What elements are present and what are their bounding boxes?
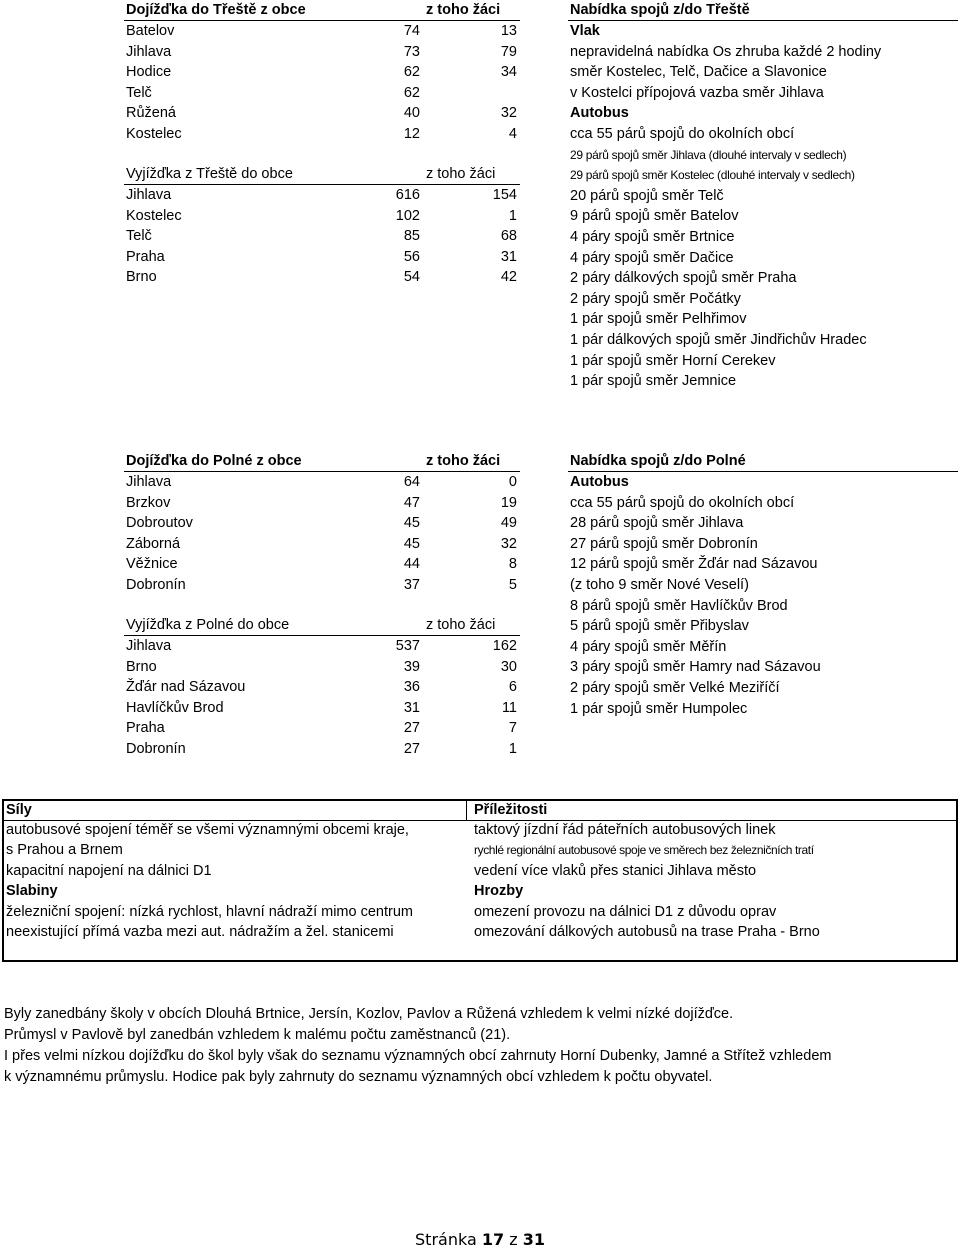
cell-name: Žďár nad Sázavou: [126, 679, 246, 696]
cell-total: 64: [403, 474, 420, 490]
cell-name: Brno: [126, 658, 157, 675]
cell-name: Dobronín: [126, 577, 186, 593]
service-line: 1 pár spojů směr Pelhřimov: [570, 311, 747, 328]
service-line: cca 55 párů spojů do okolních obcí: [570, 494, 795, 511]
cell-name: Brno: [126, 269, 157, 286]
table-row: [0, 247, 960, 267]
cell-pupils: 42: [500, 269, 517, 286]
service-line: 2 páry spojů směr Velké Meziříčí: [570, 680, 780, 696]
service-line: 4 páry spojů směr Dačice: [570, 249, 734, 266]
footer-prefix: Stránka: [415, 1230, 477, 1249]
cell-pupils: 8: [508, 556, 517, 573]
cell-total: 36: [403, 679, 420, 696]
cell-total: 54: [403, 269, 420, 286]
polna-commute-out-sub: z toho žáci: [426, 617, 496, 633]
service-line: 8 párů spojů směr Havlíčkův Brod: [570, 597, 788, 614]
cell-pupils: 30: [500, 658, 517, 675]
table-row: [0, 575, 960, 595]
trest-commute-in-header: [0, 0, 960, 20]
service-line: 4 páry spojů směr Brtnice: [570, 229, 735, 245]
swot-strength-line: s Prahou a Brnem: [6, 842, 123, 858]
cell-pupils: 0: [508, 474, 517, 490]
trest-services-title: Nabídka spojů z/do Třeště: [570, 2, 750, 18]
service-line: 12 párů spojů směr Žďár nad Sázavou: [570, 556, 818, 573]
cell-total: 44: [403, 556, 420, 573]
cell-pupils: 68: [500, 228, 517, 245]
cell-name: Batelov: [126, 23, 175, 39]
swot-weaknesses-title: Slabiny: [6, 883, 58, 899]
divider: [466, 799, 467, 821]
cell-total: 27: [403, 720, 420, 737]
swot-opportunity-line: rychlé regionální autobusové spoje ve směrech bez železničních tratí: [474, 843, 814, 857]
cell-total: 616: [395, 187, 420, 203]
table-row: [0, 698, 960, 718]
trest-commute-in-sub: z toho žáci: [426, 2, 501, 18]
cell-pupils: 5: [508, 577, 517, 593]
cell-total: 62: [403, 84, 420, 101]
service-line: 9 párů spojů směr Batelov: [570, 208, 739, 225]
table-row: [0, 472, 960, 492]
cell-pupils: 34: [500, 64, 517, 81]
swot-strength-line: autobusové spojení téměř se všemi významnými obcemi kraje,: [6, 822, 409, 838]
service-line: nepravidelná nabídka Os zhruba každé 2 hodiny: [570, 43, 882, 60]
table-row: [0, 103, 960, 123]
swot-threat-line: omezení provozu na dálnici D1 z důvodu oprav: [474, 904, 777, 920]
cell-name: Hodice: [126, 64, 172, 81]
service-line: 1 pár spojů směr Humpolec: [570, 700, 748, 717]
cell-name: Záborná: [126, 535, 181, 552]
cell-pupils: 49: [500, 515, 517, 532]
table-row: [0, 267, 960, 287]
cell-pupils: 13: [500, 23, 517, 39]
footer-page-total: 31: [522, 1230, 545, 1249]
cell-pupils: 7: [508, 720, 517, 737]
table-row: [0, 206, 960, 226]
cell-total: 47: [403, 494, 420, 511]
table-row: [0, 513, 960, 533]
cell-name: Telč: [126, 228, 152, 245]
cell-name: Praha: [126, 720, 165, 737]
cell-total: 73: [403, 43, 420, 60]
cell-pupils: 32: [500, 105, 517, 122]
service-line: 29 párů spojů směr Kostelec (dlouhé intervaly v sedlech): [570, 168, 855, 183]
table-row: [0, 21, 960, 41]
cell-name: Praha: [126, 248, 165, 265]
polna-commute-in-header: [0, 451, 960, 471]
table-row: [0, 718, 960, 738]
table-row: [0, 677, 960, 697]
note-paragraph: k významnému průmyslu. Hodice pak byly zahrnuty do seznamu významných obcí vzhledem k počtu obyvatel.: [4, 1069, 713, 1085]
cell-total: 102: [395, 207, 420, 224]
cell-name: Růžená: [126, 105, 176, 122]
cell-pupils: 11: [501, 699, 517, 716]
polna-services-title: Nabídka spojů z/do Polné: [570, 453, 746, 469]
cell-pupils: 31: [500, 248, 517, 265]
service-line: 1 pár spojů směr Jemnice: [570, 373, 737, 390]
table-row: [0, 493, 960, 513]
cell-total: 85: [403, 228, 420, 245]
footer-page-number: 17: [481, 1230, 505, 1249]
cell-name: Jihlava: [126, 474, 172, 490]
cell-name: Jihlava: [126, 43, 172, 60]
swot-opportunity-line: taktový jízdní řád páteřních autobusových linek: [474, 822, 776, 838]
service-group-title: Autobus: [570, 474, 629, 490]
service-line: 2 páry dálkových spojů směr Praha: [570, 270, 797, 287]
cell-name: Dobronín: [126, 741, 186, 757]
cell-name: Telč: [126, 84, 152, 101]
cell-pupils: 1: [508, 741, 517, 757]
swot-weakness-line: železniční spojení: nízká rychlost, hlavní nádraží mimo centrum: [6, 904, 413, 920]
cell-name: Jihlava: [126, 638, 172, 654]
cell-total: 27: [403, 741, 420, 757]
service-line: 5 párů spojů směr Přibyslav: [570, 618, 749, 635]
service-line: 2 páry spojů směr Počátky: [570, 290, 741, 307]
note-paragraph: Byly zanedbány školy v obcích Dlouhá Brtnice, Jersín, Kozlov, Pavlov a Růžená vzhledem k velmi nízké dojížďce.: [4, 1006, 734, 1022]
cell-name: Jihlava: [126, 187, 172, 203]
cell-name: Havlíčkův Brod: [126, 699, 224, 716]
cell-name: Věžnice: [126, 556, 178, 573]
service-line: 1 pár dálkových spojů směr Jindřichův Hradec: [570, 332, 867, 348]
swot-opportunities-title: Příležitosti: [474, 802, 548, 818]
cell-name: Kostelec: [126, 207, 182, 224]
service-line: v Kostelci přípojová vazba směr Jihlava: [570, 84, 824, 101]
cell-pupils: 154: [492, 187, 517, 203]
service-line: 3 páry spojů směr Hamry nad Sázavou: [570, 659, 821, 676]
service-line: 29 párů spojů směr Jihlava (dlouhé intervaly v sedlech): [570, 147, 847, 162]
service-line: 4 páry spojů směr Měřín: [570, 638, 727, 655]
cell-total: 12: [403, 126, 420, 142]
cell-pupils: 162: [492, 638, 517, 654]
cell-total: 40: [403, 105, 420, 122]
polna-commute-out-header: [0, 615, 960, 635]
cell-total: 537: [395, 638, 420, 654]
swot-strengths-title: Síly: [6, 802, 32, 818]
note-paragraph: Průmysl v Pavlově byl zanedbán vzhledem k malému počtu zaměstnanců (21).: [4, 1027, 511, 1043]
table-row: [0, 636, 960, 656]
polna-commute-in-title: Dojížďka do Polné z obce: [126, 453, 302, 469]
table-row: [0, 534, 960, 554]
service-line: (z toho 9 směr Nové Veselí): [570, 577, 749, 593]
table-row: [0, 226, 960, 246]
cell-pupils: 79: [500, 43, 517, 60]
cell-pupils: 6: [508, 679, 517, 696]
cell-pupils: 19: [500, 494, 517, 511]
cell-total: 45: [403, 515, 420, 532]
trest-commute-in-title: Dojížďka do Třeště z obce: [126, 2, 306, 18]
note-paragraph: I přes velmi nízkou dojížďku do škol byly však do seznamu významných obcí zahrnuty Horní Dubenky, Jamné a Střítež vzhledem: [4, 1048, 832, 1064]
trest-commute-out-sub: z toho žáci: [426, 166, 496, 182]
cell-total: 37: [403, 577, 420, 593]
table-row: [0, 124, 960, 144]
cell-total: 74: [403, 23, 420, 39]
service-line: 27 párů spojů směr Dobronín: [570, 535, 758, 552]
service-group-title: Vlak: [570, 23, 600, 39]
cell-name: Kostelec: [126, 126, 182, 142]
cell-total: 39: [403, 658, 420, 675]
cell-total: 56: [403, 248, 420, 265]
cell-total: 31: [403, 699, 420, 716]
polna-commute-out-title: Vyjížďka z Polné do obce: [126, 617, 290, 633]
cell-pupils: 1: [508, 207, 517, 224]
service-line: 28 párů spojů směr Jihlava: [570, 515, 744, 532]
service-line: směr Kostelec, Telč, Dačice a Slavonice: [570, 64, 827, 81]
cell-name: Dobroutov: [126, 515, 193, 532]
cell-total: 62: [403, 64, 420, 81]
table-row: [0, 739, 960, 759]
footer-separator: z: [509, 1230, 518, 1249]
swot-weakness-line: neexistující přímá vazba mezi aut. nádražím a žel. stanicemi: [6, 924, 394, 940]
polna-commute-in-sub: z toho žáci: [426, 453, 501, 469]
trest-commute-out-title: Vyjížďka z Třeště do obce: [126, 166, 293, 182]
page-footer: [0, 1230, 960, 1249]
service-line: cca 55 párů spojů do okolních obcí: [570, 126, 795, 142]
swot-threats-title: Hrozby: [474, 883, 524, 899]
service-line: 20 párů spojů směr Telč: [570, 187, 724, 204]
cell-name: Brzkov: [126, 494, 171, 511]
swot-threat-line: omezování dálkových autobusů na trase Praha - Brno: [474, 924, 820, 940]
swot-opportunity-line: vedení více vlaků přes stanici Jihlava město: [474, 863, 757, 879]
divider: [568, 20, 958, 21]
table-row: [0, 185, 960, 205]
swot-strength-line: kapacitní napojení na dálnici D1: [6, 863, 212, 879]
cell-pupils: 32: [500, 535, 517, 552]
cell-total: 45: [403, 535, 420, 552]
service-line: 1 pár spojů směr Horní Cerekev: [570, 352, 776, 369]
service-group-title: Autobus: [570, 105, 629, 122]
cell-pupils: 4: [508, 126, 517, 142]
